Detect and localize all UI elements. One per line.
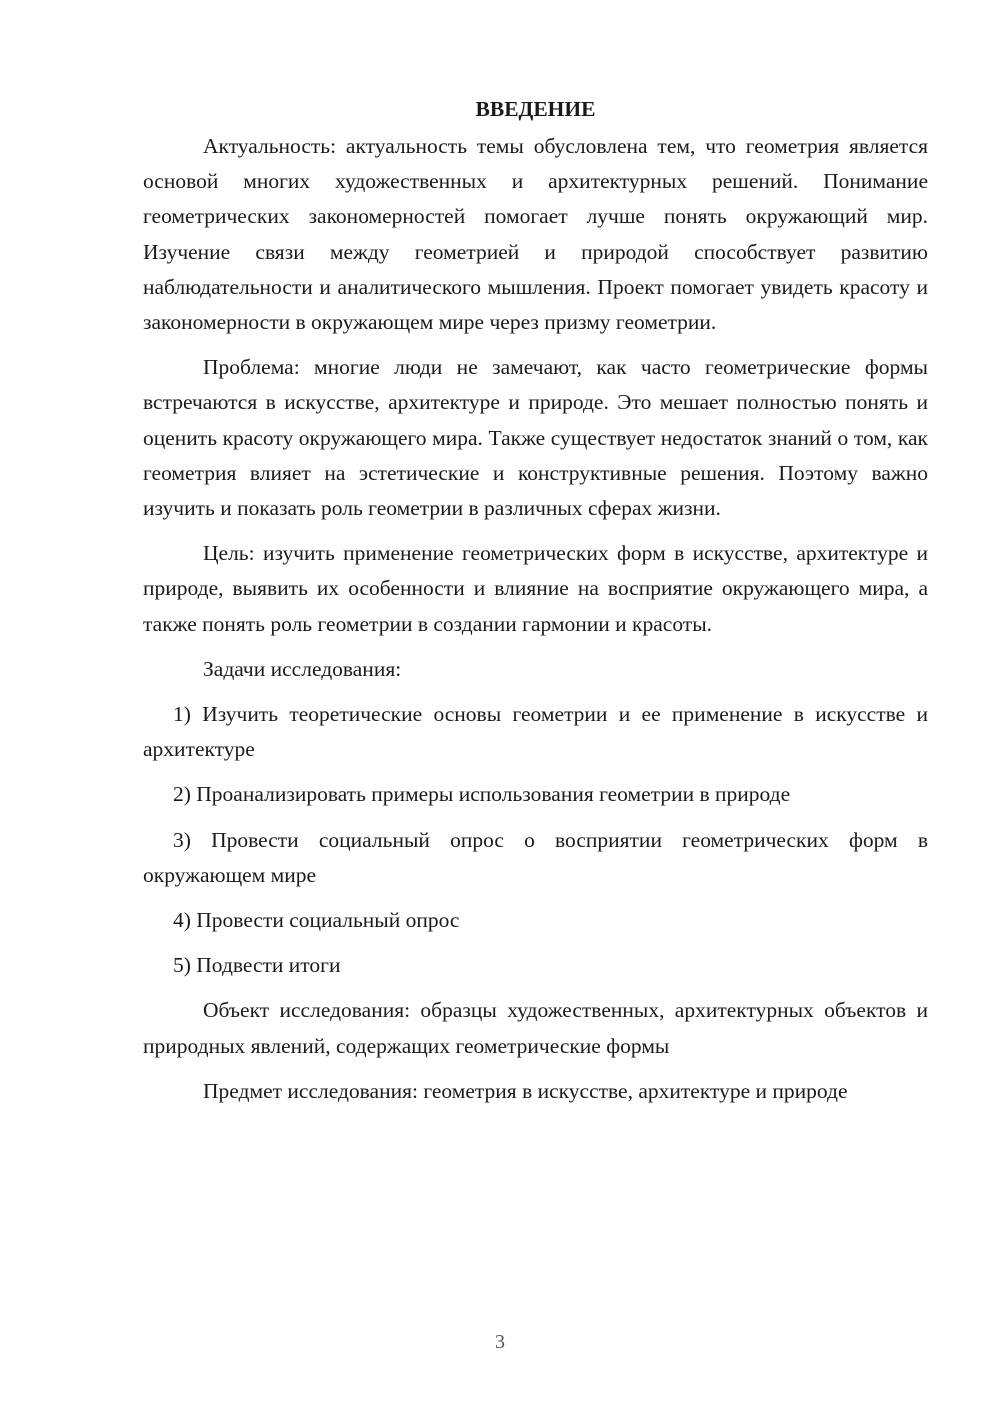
- task-item-1: 1) Изучить теоретические основы геометрии и ее применение в искусстве и архитектуре: [143, 702, 928, 762]
- relevance-paragraph: Актуальность: актуальность темы обусловлена тем, что геометрия является основой многих художественных и архитектурных решений. Понимание геометрических закономерностей помогает лучше понять окружающий мир. Изучение связи между геометрией и природой способствует развитию наблюдательности и аналитического мышления. Проект помогает увидеть красоту и закономерности в окружающем мире через призму геометрии.: [143, 134, 928, 335]
- subject-paragraph: Предмет исследования: геометрия в искусстве, архитектуре и природе: [203, 1078, 848, 1103]
- document-page: [143, 92, 928, 1119]
- goal-paragraph: Цель: изучить применение геометрических форм в искусстве, архитектуре и природе, выявить их особенности и влияние на восприятие окружающего мира, а также понять роль геометрии в создании гармонии и красоты.: [143, 541, 928, 636]
- task-item-3: 3) Провести социальный опрос о восприятии геометрических форм в окружающем мире: [143, 827, 928, 887]
- section-title: ВВЕДЕНИЕ: [475, 97, 596, 121]
- task-item-2: 2) Проанализировать примеры использования геометрии в природе: [173, 782, 791, 807]
- problem-paragraph: Проблема: многие люди не замечают, как часто геометрические формы встречаются в искусстве, архитектуре и природе. Это мешает полностью понять и оценить красоту окружающего мира. Также существует недостаток знаний о том, как геометрия влияет на эстетические и конструктивные решения. Поэтому важно изучить и показать роль геометрии в различных сферах жизни.: [143, 355, 928, 521]
- tasks-heading: Задачи исследования:: [203, 656, 402, 681]
- task-item-4: 4) Провести социальный опрос: [173, 908, 460, 933]
- page-number: 3: [495, 1331, 505, 1353]
- task-item-5: 5) Подвести итоги: [173, 953, 341, 978]
- object-paragraph: Объект исследования: образцы художественных, архитектурных объектов и природных явлений, содержащих геометрические формы: [143, 998, 928, 1058]
